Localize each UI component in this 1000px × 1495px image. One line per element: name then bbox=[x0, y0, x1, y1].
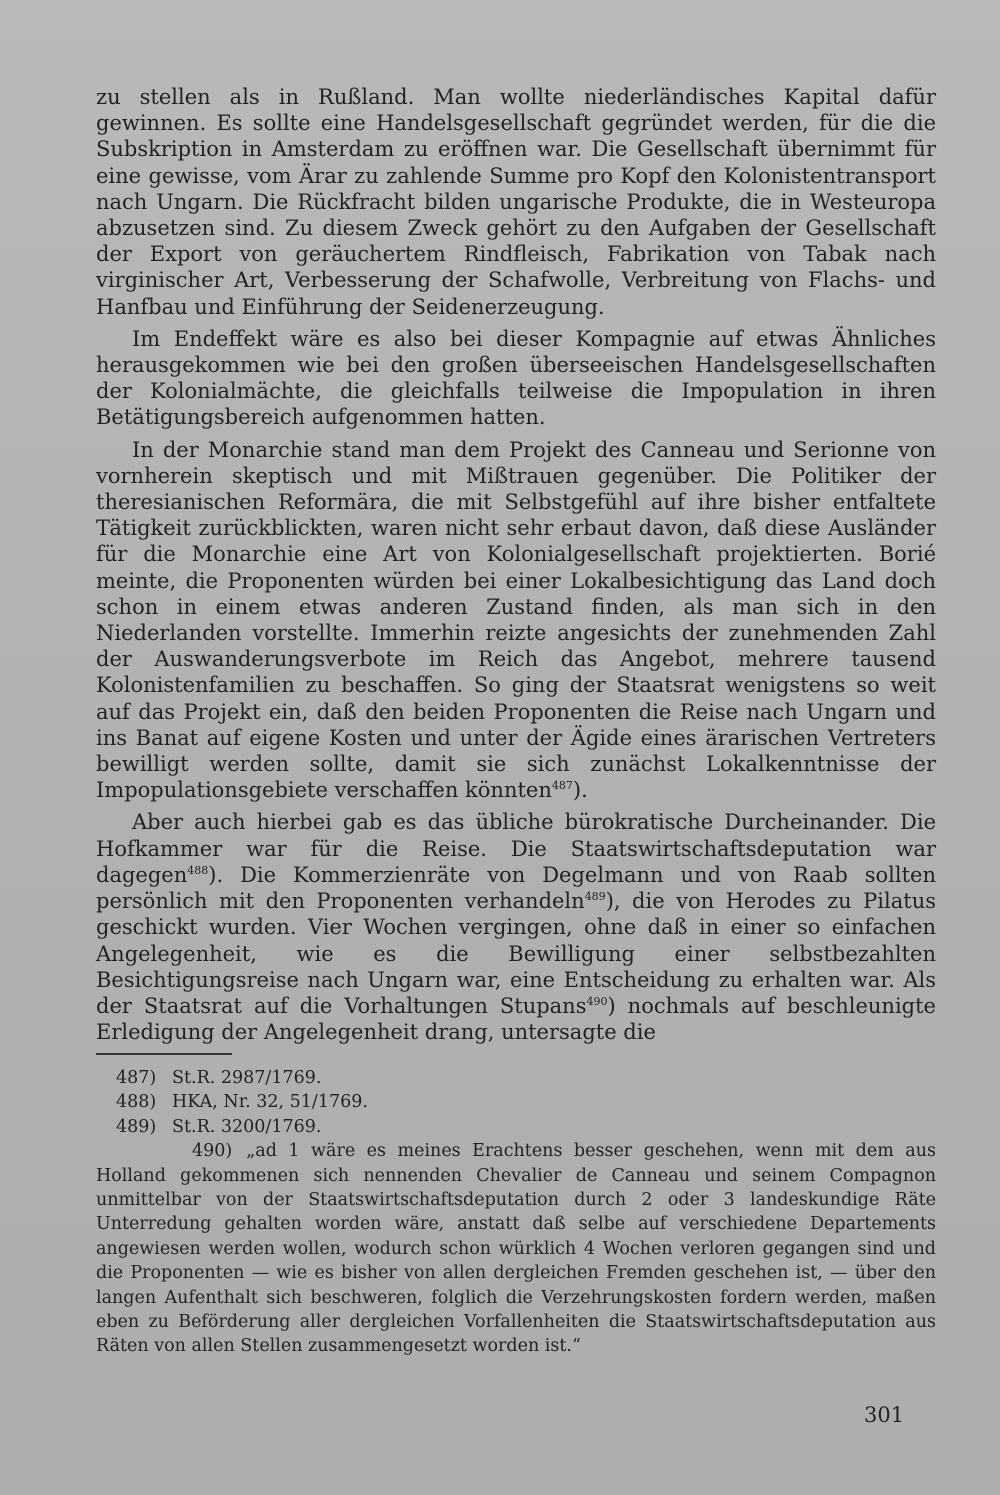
paragraph-3-text: In der Monarchie stand man dem Projekt des Canneau und Serionne von vornherein skeptisch und mit Mißtrauen gegenüber. Die Politiker der theresianischen Reformära, die mit Selbstgefühl auf ihre bisher entfaltete Tätigkeit zurückblickten, waren nicht sehr erbaut davon, daß diese Ausländer für die Monarchie eine Art von Kolonialgesellschaft projektierten. Borié meinte, die Proponenten würden bei einer Lokalbesichtigung das Land doch schon in einem etwas anderen Zustand finden, als man sich in den Niederlanden vorstellte. Immerhin reizte angesichts der zunehmenden Zahl der Auswanderungsverbote im Reich das Angebot, mehrere tausend Kolonistenfamilien zu beschaffen. So ging der Staatsrat wenigstens so weit auf das Projekt ein, daß den beiden Proponenten die Reise nach Ungarn und ins Banat auf eigene Kosten und unter der Ägide eines ärarischen Vertreters bewilligt werden sollte, damit sie sich zunächst Lokalkenntnisse der Impopulationsgebiete verschaffen könnten bbox=[96, 437, 936, 803]
paragraph-4-text-c: , die von Herodes zu Pilatus geschickt wurden. Vier Wochen vergingen, ohne daß in einer so einfachen Angelegenheit, wie es die Bewilligung einer selbstbezahlten Besichtigungsreise nach Ungarn war, eine Entscheidung zu erhalten war. Als der Staatsrat auf die Vorhaltungen Stupans bbox=[96, 889, 936, 1018]
footnote-divider bbox=[96, 1053, 232, 1055]
footnote-text: „ad 1 wäre es meines Erachtens besser geschehen, wenn mit dem aus Holland gekommenen sich nennenden Chevalier de Canneau und seinem Compagnon unmittelbar von der Staatswirtschaftsdeputation durch 2 oder 3 landeskundige Räte Unterredung gehalten worden wäre, anstatt daß selbe auf verschiedene Departements angewiesen werden wollen, wodurch schon würklich 4 Wochen verloren gegangen sind und die Proponenten — wie es bisher von allen dergleichen Fremden geschehen ist, — über den langen Aufenthalt sich beschweren, folglich die Verzehrungskosten fordern werden, maßen eben zu Beförderung aller dergleichen Vorfallenheiten die Staatswirtschaftsdeputation aus Räten von allen Stellen zusammengesetzt worden ist.“ bbox=[96, 1141, 936, 1357]
paragraph-2: Im Endeffekt wäre es also bei dieser Kompagnie auf etwas Ähnliches herausgekommen wie bei den großen überseeischen Handelsgesellschaften der Kolonialmächte, die gleichfalls teilweise die Impopulation in ihren Betätigungsbereich aufgenommen hatten. bbox=[96, 326, 936, 430]
paragraph-4-text-b: . Die Kommerzienräte von Degelmann und von Raab sollten persönlich mit den Proponenten verhandeln bbox=[96, 862, 936, 914]
footnote-number: 488) bbox=[116, 1092, 157, 1113]
footnote-ref-490[interactable]: 490 bbox=[586, 994, 608, 1008]
footnote-489 bbox=[96, 1115, 936, 1139]
paragraph-1: zu stellen als in Rußland. Man wollte niederländisches Kapital dafür gewinnen. Es sollte eine Handelsgesellschaft gegründet werden, für die die Subskription in Amsterdam zu eröffnen war. Die Gesellschaft übernimmt für eine gewisse, vom Ärar zu zahlende Summe pro Kopf den Kolonistentransport nach Ungarn. Die Rückfracht bilden ungarische Produkte, die in Westeuropa abzusetzen sind. Zu diesem Zweck gehört zu den Aufgaben der Gesellschaft der Export von geräuchertem Rindfleisch, Fabrikation von Tabak nach virginischer Art, Verbesserung der Schafwolle, Verbreitung von Flachs- und Hanfbau und Einführung der Seidenerzeugung. bbox=[96, 85, 936, 319]
paragraph-4-text-d: nochmals auf beschleunigte Erledigung der Angelegenheit drang, untersagte die bbox=[96, 993, 936, 1045]
ref-487-closing: ). bbox=[572, 778, 588, 803]
ref-488-closing: ) bbox=[208, 862, 217, 887]
footnote-text: St.R. 2987/1769. bbox=[172, 1068, 322, 1088]
paragraph-4-text-a: Aber auch hierbei gab es das übliche bürokratische Durcheinander. Die Hofkammer war für die Reise. Die Staatswirtschaftsdeputation war dagegen bbox=[96, 810, 936, 887]
footnote-490 bbox=[96, 1139, 936, 1359]
ref-490-closing: ) bbox=[607, 993, 616, 1018]
footnote-text: St.R. 3200/1769. bbox=[172, 1116, 322, 1137]
footnote-text: HKA, Nr. 32, 51/1769. bbox=[172, 1092, 368, 1113]
footnote-488 bbox=[96, 1090, 936, 1114]
footnote-ref-488[interactable]: 488 bbox=[187, 863, 209, 877]
footnote-ref-489[interactable]: 489 bbox=[584, 890, 606, 904]
footnote-number: 489) bbox=[116, 1116, 157, 1137]
footnote-487 bbox=[96, 1066, 936, 1090]
ref-489-closing: ) bbox=[605, 889, 614, 914]
footnote-number: 487) bbox=[116, 1068, 157, 1088]
page-number: 301 bbox=[864, 1403, 905, 1427]
footnote-number: 490) bbox=[192, 1141, 233, 1162]
body-text bbox=[96, 84, 936, 1051]
footnotes bbox=[96, 1066, 936, 1359]
paragraph-4 bbox=[96, 809, 936, 1045]
footnote-ref-487[interactable]: 487 bbox=[551, 779, 573, 793]
paragraph-3 bbox=[96, 437, 936, 804]
